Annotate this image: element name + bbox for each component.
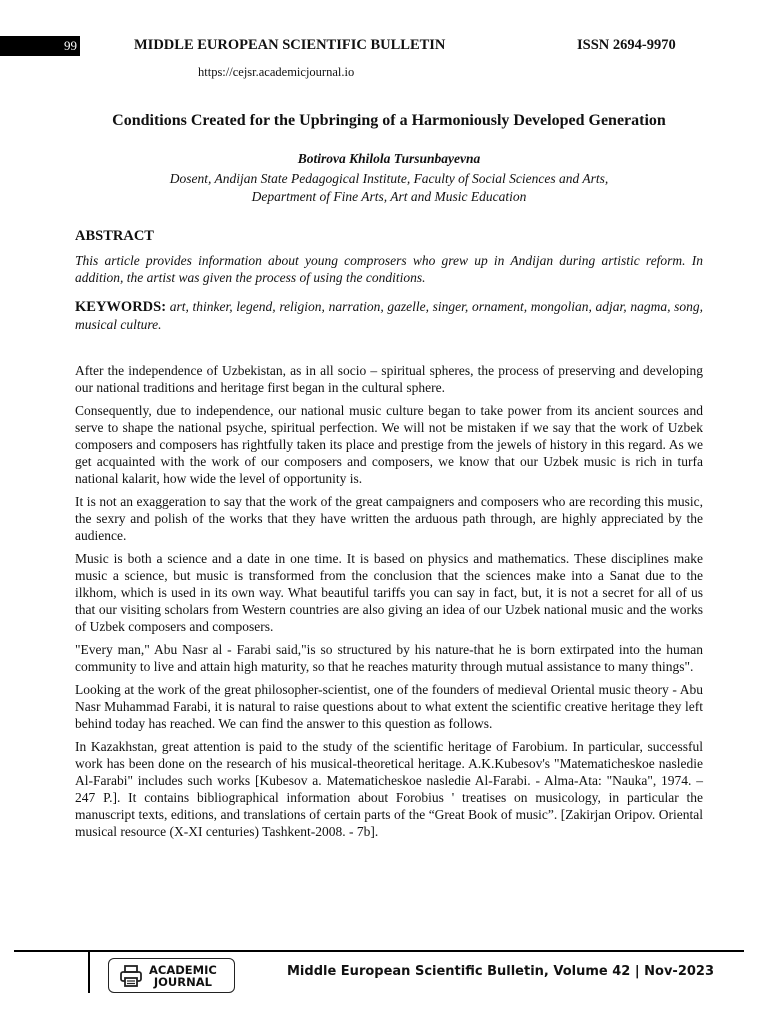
author-name: Botirova Khilola Tursunbayevna — [297, 151, 481, 166]
academic-journal-logo — [108, 958, 235, 993]
keywords — [75, 298, 703, 334]
footer-divider — [14, 950, 744, 952]
author-affiliation-line2: Department of Fine Arts, Art and Music Education — [251, 189, 527, 204]
journal-url[interactable]: https://cejsr.academicjournal.io — [198, 65, 355, 79]
body-paragraph: It is not an exaggeration to say that the work of the great campaigners and composers who are recording this music, the sexry and polish of the works that they have written the arduous path through, are highly appreciated by the audience. — [75, 494, 703, 543]
issn: ISSN 2694-9970 — [577, 37, 676, 53]
body-paragraph: "Every man," Abu Nasr al - Farabi said,"is so structured by his nature-that he is born extirpated into the human community to live and attain high maturity, so that he reaches maturity through mutual assistance to many things". — [75, 642, 703, 674]
body-paragraph: Looking at the work of the great philosopher-scientist, one of the founders of medieval Oriental music theory - Abu Nasr Muhammad Farabi, it is natural to raise questions about to what extent the scientific creative heritage they left behind today has reached. We can find the answer to this question as follows. — [75, 682, 703, 731]
journal-title: MIDDLE EUROPEAN SCIENTIFIC BULLETIN — [134, 37, 446, 53]
footer-bulletin-info: Middle European Scientific Bulletin, Volume 42 | Nov-2023 — [287, 964, 715, 979]
article-body — [75, 362, 703, 846]
printer-icon — [119, 965, 143, 987]
abstract-text: This article provides information about young comprosers who grew up in Andijan during artistic reform. In addition, the artist was given the process of using the conditions. — [75, 253, 703, 285]
body-paragraph: In Kazakhstan, great attention is paid to the study of the scientific heritage of Farobium. In particular, successful work has been done on the research of his musical-theoretical heritage. A.K.Kubesov's "Matematicheskoe nasledie Al-Farabi" includes such works [Kubesov a. Matematicheskoe nasledie Al-Farabi. - Alma-Ata: "Nauka", 1974. – 247 P.]. It contains bibliographical information about Forobius ' treatises on musicology, in particular the manuscript texts, editions, and translations of certain parts of the “Great Book of music”. [Zakirjan Oripov. Oriental musical resource (X-XI centuries) Tashkent-2008. - 7b]. — [75, 739, 703, 839]
keywords-text: art, thinker, legend, religion, narration, gazelle, singer, ornament, mongolian, adjar, nagma, song, musical culture. — [75, 299, 703, 332]
logo-line2: JOURNAL — [153, 974, 212, 989]
body-paragraph: Music is both a science and a date in one time. It is based on physics and mathematics. These disciplines make music a science, but music is transformed from the conclusion that the sciences make into a Sanat due to the ilkhom, which is used in its own way. What beautiful tariffs you can say in fact, but, it is not a secret for all of us that our visiting scholars from Western countries are also giving an idea of our Uzbek national music and the works of Uzbek composers and composers. — [75, 551, 703, 634]
abstract-heading: ABSTRACT — [75, 228, 154, 244]
keywords-label: KEYWORDS: — [75, 299, 167, 315]
logo-line1: ACADEMIC — [149, 962, 217, 977]
body-paragraph: Consequently, due to independence, our national music culture began to take power from its ancient sources and serve to shape the national psyche, spiritual perfection. We will not be mistaken if we say that the work of Uzbek composers and composers has rightfully taken its place and prestige from the jewels of history in this regard. As we get acquainted with the work of our composers and composers, we know that our Uzbek music is rich in turfa national kalarit, how wide the level of opportunity is. — [75, 403, 703, 486]
footer-vertical-divider — [88, 951, 90, 993]
body-paragraph: After the independence of Uzbekistan, as in all socio – spiritual spheres, the process of preserving and developing our national traditions and heritage first began in the cultural sphere. — [75, 363, 703, 395]
article-title: Conditions Created for the Upbringing of a Harmoniously Developed Generation — [112, 112, 666, 129]
author-affiliation-line1: Dosent, Andijan State Pedagogical Institute, Faculty of Social Sciences and Arts, — [169, 171, 609, 186]
page-number: 99 — [0, 36, 80, 56]
